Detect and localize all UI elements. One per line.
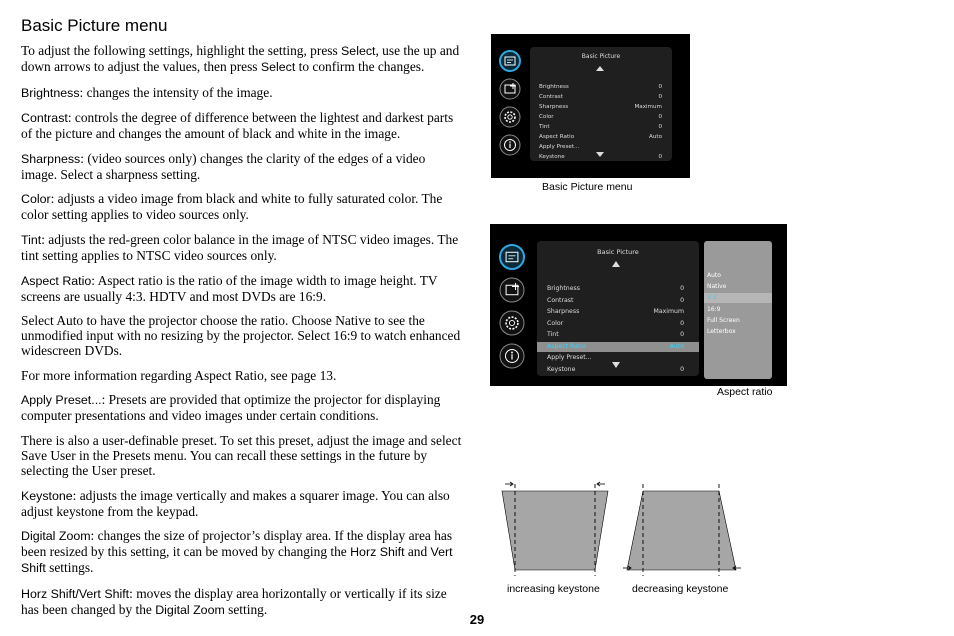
menu-item-label: Apply Preset... [539, 144, 580, 150]
menu-item-value: 0 [680, 365, 684, 373]
menu-item-aspect-ratio[interactable] [530, 133, 672, 142]
scroll-up-arrow-icon [596, 66, 604, 71]
scroll-down-arrow-icon [612, 362, 620, 368]
menu-item-label: Aspect Ratio [547, 342, 586, 350]
menu-item-value: Auto [669, 342, 684, 350]
menu-term: Digital Zoom [21, 529, 91, 544]
menu-item-value: 0 [658, 84, 662, 90]
paragraph-text: : Aspect ratio is the ratio of the image width to image height. TV screens are usually 4:3. HDTV and most DVDs are 16:9. [21, 272, 438, 304]
menu-item-value: 0 [658, 124, 662, 130]
paragraph-text: settings. [45, 560, 94, 576]
body-text [21, 43, 463, 627]
menu-item-color[interactable] [537, 319, 699, 330]
menu-term: Select [341, 44, 376, 58]
menu-term: Aspect Ratio [21, 273, 92, 288]
menu-item-value: Maximum [653, 308, 684, 315]
menu-title: Basic Picture [581, 53, 621, 60]
basic-picture-panel [537, 241, 699, 376]
paragraph-text: : (video sources only) changes the clarity of the edges of a video image. Select a sharpness setting. [21, 150, 426, 182]
menu-term: Horz Shift [350, 545, 405, 560]
keystone-diagram [495, 476, 755, 576]
paragraph-text: : adjusts the image vertically and makes a squarer image. You can also adjust keystone from the keypad. [21, 487, 450, 519]
gear-icon[interactable] [499, 106, 521, 128]
menu-term: Vert Shift [21, 545, 453, 576]
paragraph-text: : changes the intensity of the image. [79, 84, 273, 100]
menu-item-label: Sharpness [539, 104, 569, 110]
aspect-option-native[interactable]: Native [707, 283, 727, 291]
menu-item-label: Tint [547, 331, 559, 338]
paragraph-text: : moves the display area horizontally or vertically if its size has been changed by the [21, 585, 447, 617]
aspect-ratio-options-panel [704, 241, 772, 379]
paragraph-text: setting. [224, 601, 268, 617]
scroll-up-arrow-icon [612, 261, 620, 267]
paragraph-text: and [404, 544, 431, 560]
menu-item-label: Color [547, 319, 564, 327]
body-paragraph [21, 273, 463, 304]
decreasing-keystone-caption: decreasing keystone [632, 583, 729, 595]
aspect-option-auto[interactable]: Auto [707, 272, 721, 279]
menu-item-value: Auto [649, 134, 662, 140]
menu-item-value: 0 [680, 296, 684, 304]
menu-item-label: Color [539, 114, 554, 120]
paragraph-text: : controls the degree of difference between the lightest and darkest parts of the picture and changes the amount of black and white in the image. [21, 110, 454, 142]
menu-item-label: Keystone [539, 154, 565, 160]
page-number: 29 [469, 612, 485, 627]
menu-item-aspect-ratio[interactable] [537, 342, 699, 353]
aspect-option-letterbox[interactable]: Letterbox [707, 328, 736, 335]
add-screen-icon[interactable] [499, 277, 525, 303]
figure-caption-aspect-ratio: Aspect ratio [717, 386, 773, 398]
info-icon[interactable] [499, 134, 521, 156]
menu-term: Color [21, 192, 51, 207]
body-paragraph [21, 151, 463, 182]
body-paragraph [21, 85, 463, 101]
basic-picture-menu-screenshot [491, 34, 690, 178]
menu-term: Keystone [21, 488, 73, 503]
body-paragraph [21, 488, 463, 519]
menu-item-tint[interactable] [537, 330, 699, 341]
menu-item-brightness[interactable] [530, 83, 672, 92]
menu-item-sharpness[interactable] [537, 307, 699, 318]
menu-item-value: 0 [658, 114, 662, 120]
paragraph-text: : adjusts a video image from black and white to fully saturated color. The color setting applies to video sources only. [21, 191, 443, 223]
body-paragraph [21, 392, 463, 423]
menu-item-contrast[interactable] [530, 93, 672, 102]
decreasing-keystone-shape [627, 491, 736, 570]
picture-icon[interactable] [499, 244, 525, 270]
menu-term: Contrast [21, 111, 68, 126]
picture-icon[interactable] [499, 50, 521, 72]
paragraph-text: , use the up and down arrows to adjust the values, then press [21, 43, 460, 74]
menu-term: Sharpness [21, 151, 81, 166]
body-paragraph [21, 191, 463, 222]
menu-item-value: 0 [658, 154, 662, 160]
menu-term: Apply Preset... [21, 393, 102, 408]
aspect-option-full-screen[interactable]: Full Screen [707, 316, 740, 324]
gear-icon[interactable] [499, 310, 525, 336]
body-paragraph [21, 433, 463, 478]
menu-item-label: Aspect Ratio [539, 134, 575, 140]
menu-item-tint[interactable] [530, 123, 672, 132]
increasing-keystone-caption: increasing keystone [507, 583, 600, 595]
page-heading: Basic Picture menu [21, 16, 168, 35]
menu-item-value: 0 [680, 285, 684, 292]
menu-item-label: Brightness [547, 285, 580, 292]
menu-item-sharpness[interactable] [530, 103, 672, 112]
paragraph-text: : adjusts the red-green color balance in the image of NTSC video images. The tint setting applies to NTSC video sources only. [21, 231, 459, 263]
info-icon[interactable] [499, 343, 525, 369]
aspect-ratio-menu-screenshot [490, 224, 787, 386]
paragraph-text: : Presets are provided that optimize the projector for displaying computer presentations and video images under certain conditions. [21, 392, 441, 424]
increasing-keystone-shape [502, 491, 608, 570]
menu-item-value: 0 [680, 319, 684, 327]
menu-item-apply-preset[interactable] [530, 143, 672, 152]
menu-term: Brightness [21, 85, 80, 100]
scroll-down-arrow-icon [596, 152, 604, 157]
menu-item-value: 0 [658, 94, 662, 100]
menu-item-label: Brightness [539, 84, 569, 90]
body-paragraph [21, 110, 463, 141]
paragraph-text: For more information regarding Aspect Ratio, see page 13. [21, 367, 337, 383]
menu-item-label: Contrast [547, 296, 574, 304]
paragraph-text: to confirm the changes. [295, 59, 425, 74]
menu-title: Basic Picture [597, 248, 639, 256]
paragraph-text: To adjust the following settings, highlight the setting, press [21, 43, 342, 58]
menu-item-contrast[interactable] [537, 296, 699, 307]
body-paragraph [21, 43, 463, 75]
body-paragraph [21, 313, 463, 358]
menu-item-label: Contrast [539, 94, 563, 100]
paragraph-text: There is also a user-definable preset. To set this preset, adjust the image and select Save User in the Presets menu. You can recall these settings in the future by selecting the User preset. [21, 432, 462, 478]
menu-item-value: 0 [680, 331, 684, 338]
figure-caption-basic-picture: Basic Picture menu [542, 181, 633, 193]
menu-term: Horz Shift/Vert Shift [21, 586, 130, 601]
menu-item-value: Maximum [634, 104, 662, 110]
menu-term: Select [260, 60, 296, 74]
body-paragraph [21, 368, 463, 383]
paragraph-text: Select Auto to have the projector choose the ratio. Choose Native to see the unmodified input with no resizing by the projector. Select 16:9 to watch enhanced widescreen DVDs. [21, 313, 461, 359]
body-paragraph [21, 232, 463, 263]
basic-picture-panel [530, 47, 672, 161]
menu-item-label: Keystone [547, 365, 576, 373]
menu-item-color[interactable] [530, 113, 672, 122]
menu-term: Tint [21, 232, 42, 247]
aspect-option-4-3[interactable]: 4:3 [704, 293, 772, 303]
add-screen-icon[interactable] [499, 78, 521, 100]
menu-item-label: Tint [539, 124, 550, 130]
menu-term: Digital Zoom [155, 602, 225, 617]
menu-item-label: Apply Preset... [547, 354, 592, 361]
body-paragraph [21, 528, 463, 576]
menu-item-brightness[interactable] [537, 284, 699, 295]
paragraph-text: : changes the size of projector’s display area. If the display area has been resized by this setting, it can be moved by changing the [21, 528, 453, 560]
menu-item-label: Sharpness [547, 308, 580, 315]
aspect-option-16-9[interactable]: 16:9 [707, 305, 721, 313]
